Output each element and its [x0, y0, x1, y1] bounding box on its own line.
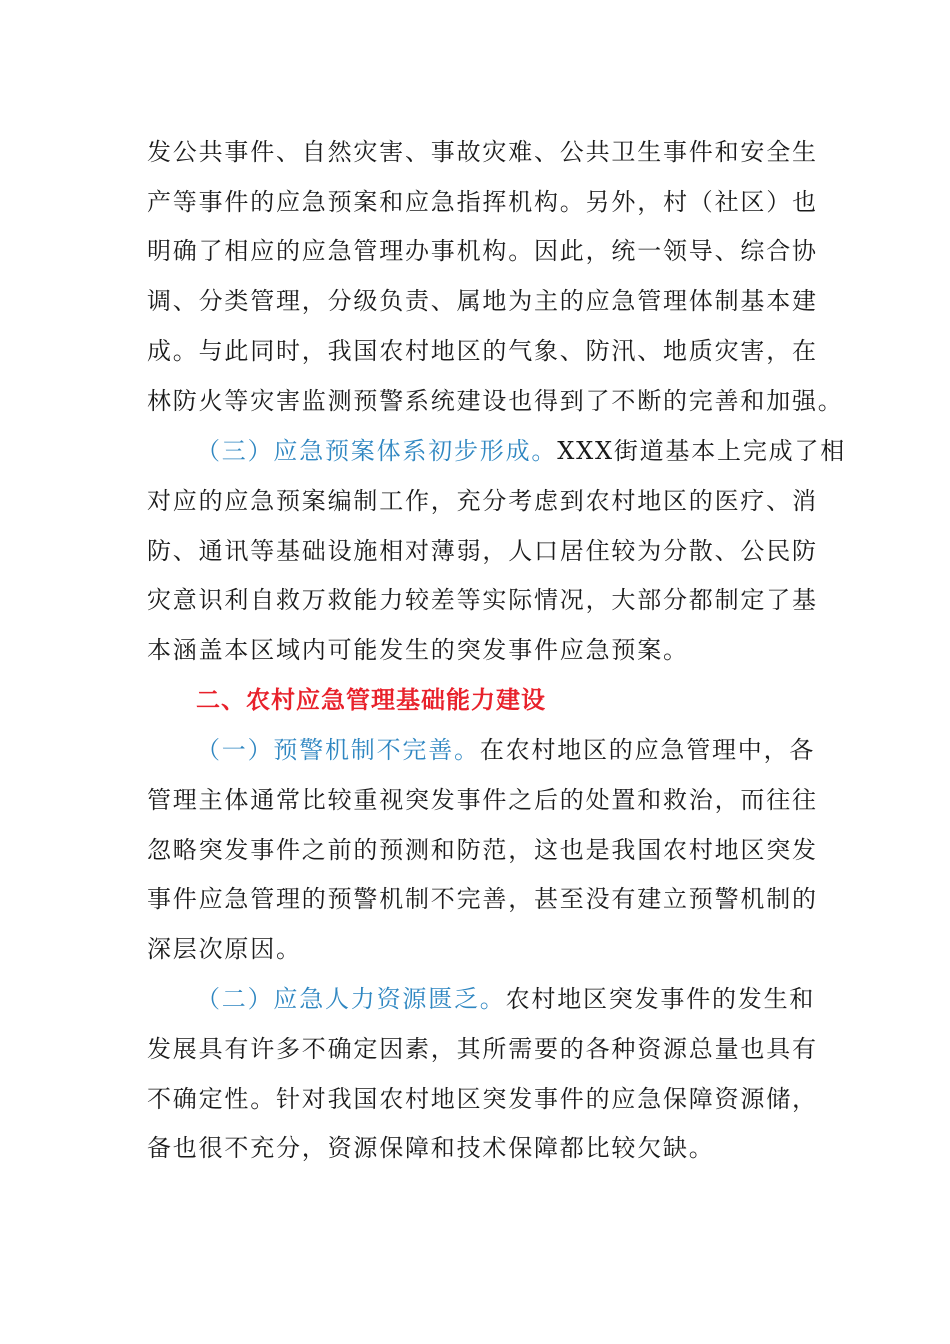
body-line: 深层次原因。: [147, 935, 302, 963]
body-line: 林防火等灾害监测预警系统建设也得到了不断的完善和加强。: [147, 387, 844, 415]
body-line: 防、通讯等基础设施相对薄弱，人口居住较为分散、公民防: [147, 537, 818, 565]
paragraph-text: XXX街道基本上完成了相: [557, 437, 847, 465]
section-heading: 二、农村应急管理基础能力建设: [196, 686, 546, 714]
body-line: 不确定性。针对我国农村地区突发事件的应急保障资源储，: [147, 1085, 818, 1113]
body-line: 调、分类管理，分级负责、属地为主的应急管理体制基本建: [147, 287, 818, 315]
body-line: 发公共事件、自然灾害、事故灾难、公共卫生事件和安全生: [147, 138, 818, 166]
subsection-title: （三）应急预案体系初步形成。: [196, 437, 558, 465]
paragraph-text: 在农村地区的应急管理中，各: [479, 736, 816, 764]
body-line: 忽略突发事件之前的预测和防范，这也是我国农村地区突发: [147, 836, 818, 864]
paragraph-first-line: [196, 436, 847, 466]
body-line: 发展具有许多不确定因素，其所需要的各种资源总量也具有: [147, 1035, 818, 1063]
body-line: 事件应急管理的预警机制不完善，甚至没有建立预警机制的: [147, 885, 818, 913]
subsection-title: （二）应急人力资源匮乏。: [196, 985, 506, 1013]
body-line: 管理主体通常比较重视突发事件之后的处置和救治，而往往: [147, 786, 818, 814]
paragraph-text: 农村地区突发事件的发生和: [505, 985, 816, 1013]
body-line: 明确了相应的应急管理办事机构。因此，统一领导、综合协: [147, 237, 818, 265]
paragraph-first-line: [196, 735, 816, 765]
body-line: 成。与此同时，我国农村地区的气象、防汛、地质灾害，在: [147, 337, 818, 365]
body-line: 本涵盖本区域内可能发生的突发事件应急预案。: [147, 636, 689, 664]
subsection-title: （一）预警机制不完善。: [196, 736, 480, 764]
body-line: 产等事件的应急预案和应急指挥机构。另外，村（社区）也: [147, 188, 818, 216]
body-line: 对应的应急预案编制工作，充分考虑到农村地区的医疗、消: [147, 487, 818, 515]
body-line: 灾意识利自救万救能力较差等实际情况，大部分都制定了基: [147, 586, 818, 614]
body-line: 备也很不充分，资源保障和技术保障都比较欠缺。: [147, 1134, 715, 1162]
paragraph-first-line: [196, 984, 816, 1014]
